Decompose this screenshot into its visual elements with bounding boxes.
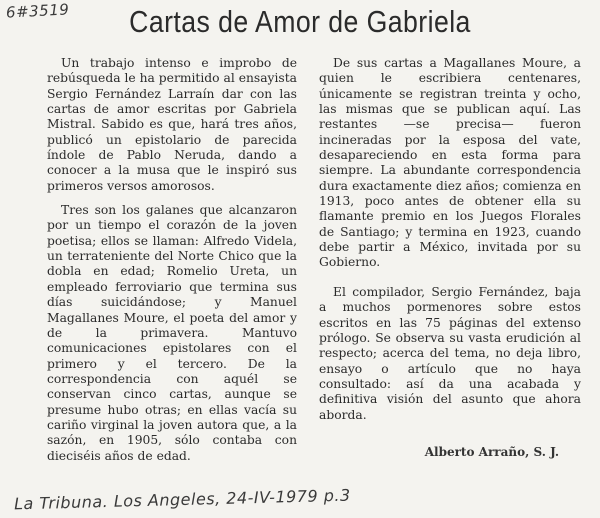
catalog-code-annotation: 6#3519: [5, 0, 70, 22]
paragraph: De sus cartas a Magallanes Moure, a quien le escribiera centenares, únicamente se registran treinta y ocho, las mismas que se publican aquí. Las restantes —se precisa— fueron incineradas por la esposa del vate, desapareciendo en esta forma para siempre. La abundante correspondencia dura exactamente diez años; comienza en 1913, poco antes de obtener ella su flamante premio en los Juegos Florales de Santiago; y termina en 1923, cuando debe partir a México, invitada por su Gobierno.: [319, 56, 581, 270]
paragraph: El compilador, Sergio Fernández, baja a muchos pormenores sobre estos escritos en las 75 páginas del extenso prólogo. Se observa su vasta erudición al respecto; acerca del tema, no deja libro, ensayo o artículo que no haya consultado: así da una acabada y definitiva visión del asunto que ahora aborda.: [319, 284, 581, 422]
source-annotation: La Tribuna. Los Angeles, 24-IV-1979 p.3: [13, 485, 351, 514]
article-left-column: [47, 56, 297, 464]
paragraph: Tres son los galanes que alcanzaron por un tiempo el corazón de la joven poetisa; ellos se llaman: Alfredo Videla, un terrateniente del Norte Chico que la dobla en edad; Romelio Ureta, un empleado ferroviario que termina sus días suicidándose; y Manuel Magallanes Moure, el poeta del amor y de la primavera. Mantuvo comunicaciones epistolares con el primero y el tercero. De la correspondencia con aquél se conservan cinco cartas, aunque se presume hubo otras; en ellas vacía su cariño virginal la joven autora que, a la sazón, en 1905, sólo contaba con dieciséis años de edad.: [47, 203, 297, 463]
author-signature: Alberto Arraño, S. J.: [424, 444, 559, 459]
article-title: Cartas de Amor de Gabriela: [129, 4, 471, 39]
paragraph: Un trabajo intenso e improbo de rebúsqueda le ha permitido al ensayista Sergio Fernández Larraín dar con las cartas de amor escritas por Gabriela Mistral. Sabido es que, hará tres años, publicó un epistolario de parecida índole de Pablo Neruda, dando a conocer a la musa que le inspiró sus primeros versos amorosos.: [47, 56, 297, 193]
article-right-column: [319, 56, 581, 460]
